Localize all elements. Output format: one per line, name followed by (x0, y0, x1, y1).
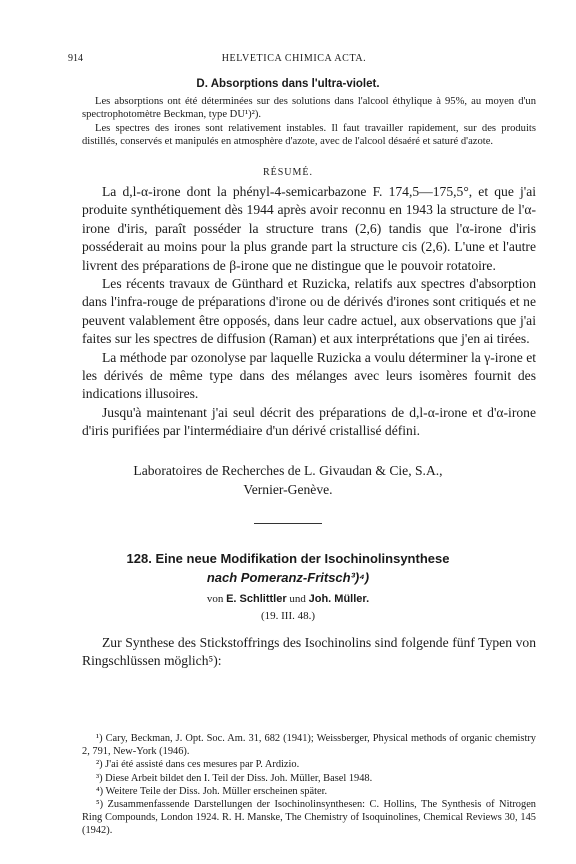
lab-affiliation-line2: Vernier-Genève. (243, 482, 333, 497)
footnote: ⁴) Weitere Teile der Diss. Joh. Müller erscheinen später. (96, 785, 328, 797)
article-title-line2: nach Pomeranz-Fritsch³)⁴) (206, 570, 370, 585)
resume-heading: RÉSUMÉ. (262, 167, 314, 178)
resume-paragraph: Jusqu'à maintenant j'ai seul décrit des préparations de d,l-α-irone et d'α-irone d'iris purifiées par l'intermédiaire d'un dérivé cristallisé défini. (82, 404, 536, 439)
resume-paragraph: La méthode par ozonolyse par laquelle Ruzicka a voulu déterminer la γ-irone et les dérivés de même type dans des mélanges avec leurs isomères fournit des indications illusoires. (82, 349, 536, 402)
footnote: ²) J'ai été assisté dans ces mesures par P. Ardizio. (96, 759, 300, 771)
article-intro (82, 634, 536, 671)
intro-paragraph: Zur Synthese des Stickstoffrings des Isochinolins sind folgende fünf Typen von Ringschlüssen möglich⁵): (82, 635, 536, 669)
authors-conjunction: und (289, 593, 306, 605)
footnotes (82, 732, 536, 838)
resume-paragraph: La d,l-α-irone dont la phényl-4-semicarbazone F. 174,5—175,5°, et que j'ai produite synthétiquement dès 1944 après avoir reconnu en 1943 la structure de l'α-irone d'iris, paraît posséder la structure trans (2,6) tandis que l'α-irone d'iris posséderait au moins pour la plus grande part la structure cis (2,6). L'une et l'autre livrent des préparations de β-irone que ne distingue que le pouvoir rotatoire. (82, 184, 536, 273)
running-header (68, 53, 520, 67)
section-divider (254, 523, 322, 524)
article-authors (0, 593, 576, 605)
journal-title: HELVETICA CHIMICA ACTA. (221, 53, 367, 64)
author-name: Joh. Müller. (308, 593, 370, 605)
page-number: 914 (68, 53, 83, 64)
authors-prefix: von (206, 593, 224, 605)
footnote: ³) Diese Arbeit bildet den I. Teil der Diss. Joh. Müller, Basel 1948. (96, 772, 373, 784)
resume-paragraph: Les récents travaux de Günthard et Ruzicka, relatifs aux spectres d'absorption dans l'infra-rouge de préparations d'irone ou de dérivés d'irones sont critiqués et ne peuvent valablement être opposés, dans leur cadre actuel, aux observations que j'ai faites sur les spectres de diffusion (Raman) et aux interprétations que j'en ai tirées. (82, 276, 536, 347)
lab-affiliation-line1: Laboratoires de Recherches de L. Givaudan & Cie, S.A., (133, 463, 443, 478)
article-date: (19. III. 48.) (260, 610, 316, 622)
footnote: ⁵) Zusammenfassende Darstellungen der Isochinolinsynthesen: C. Hollins, The Synthesis of Nitrogen Ring Compounds, London 1924. R. H. Manske, The Chemistry of Isoquinolines, Chemical Reviews 30, 145 (1942). (82, 799, 536, 837)
resume-body (82, 183, 536, 441)
section-d-paragraph: Les spectres des irones sont relativement instables. Il faut travailler rapidement, sur des produits distillés, conservés et manipulés en atmosphère d'azote, avec de l'alcool désaéré et saturé d'azote. (82, 122, 536, 148)
author-name: E. Schlittler (226, 593, 287, 605)
section-d-title: D. Absorptions dans l'ultra-violet. (196, 78, 380, 90)
footnote: ¹) Cary, Beckman, J. Opt. Soc. Am. 31, 682 (1941); Weissberger, Physical methods of organic chemistry 2, 791, New-York (1946). (82, 733, 536, 758)
article-title-line1: 128. Eine neue Modifikation der Isochinolinsynthese (126, 551, 450, 566)
section-d-body (82, 95, 536, 149)
section-d-paragraph: Les absorptions ont été déterminées sur des solutions dans l'alcool éthylique à 95%, au moyen d'un spectrophotomètre Beckman, type DU¹)²). (82, 96, 536, 121)
